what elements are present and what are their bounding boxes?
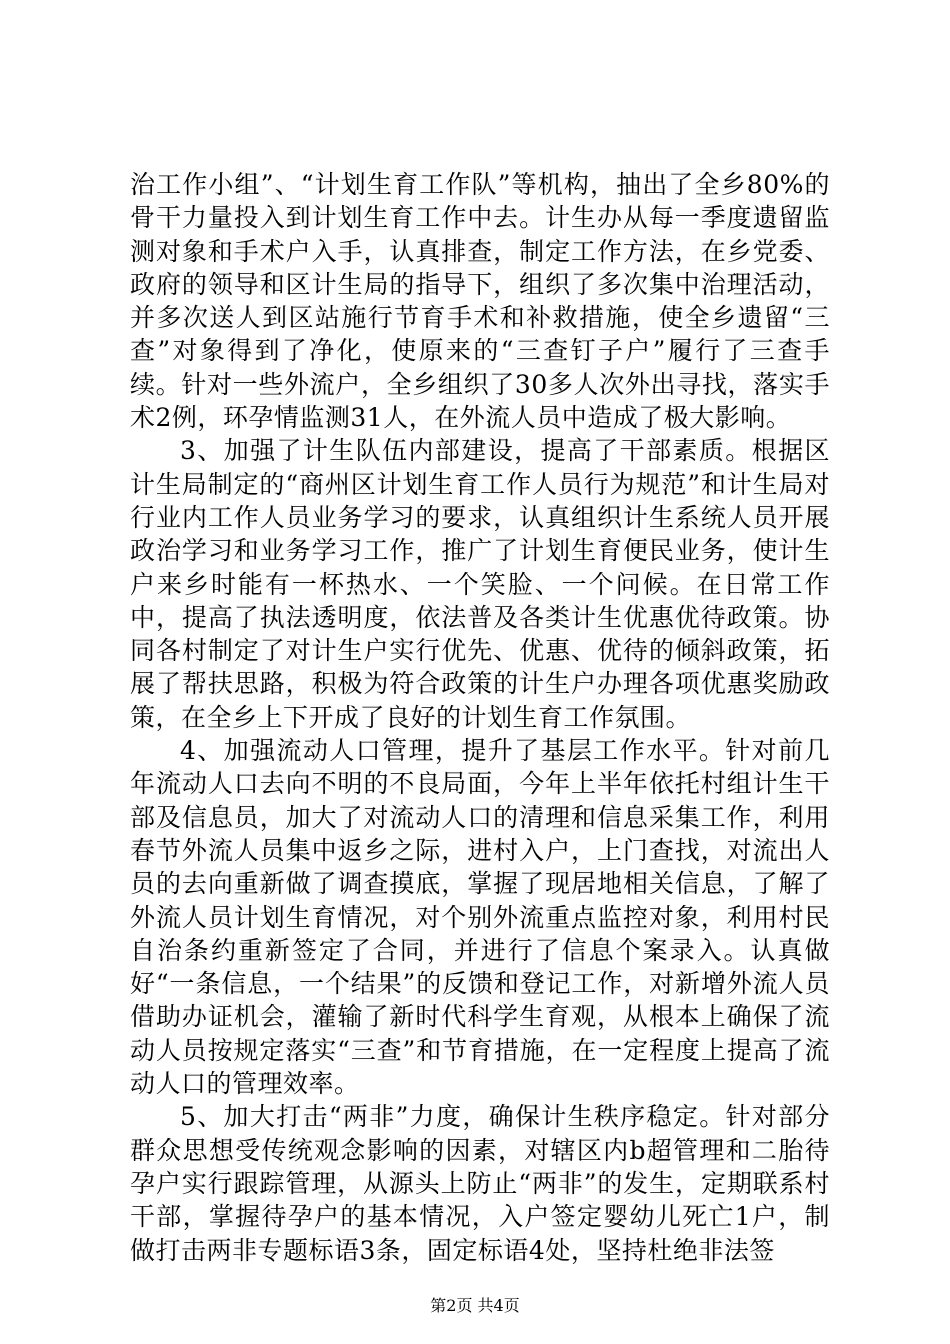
paragraph-3: 4、加强流动人口管理，提升了基层工作水平。针对前几年流动人口去向不明的不良局面，今年上半年依托村组计生干部及信息员，加大了对流动人口的清理和信息采集工作，利用春节外流人员集中返乡之际，进村入户，上门查找，对流出人员的去向重新做了调查摸底，掌握了现居地相关信息，了解了外流人员计划生育情况，对个别外流重点监控对象，利用村民自治条约重新签定了合同，并进行了信息个案录入。认真做好“一条信息，一个结果”的反馈和登记工作，对新增外流人员借助办证机会，灌输了新时代科学生育观，从根本上确保了流动人员按规定落实“三查”和节育措施，在一定程度上提高了流动人口的管理效率。 bbox=[130, 736, 830, 1099]
paragraph-2: 3、加强了计生队伍内部建设，提高了干部素质。根据区计生局制定的“商州区计划生育工作人员行为规范”和计生局对行业内工作人员业务学习的要求，认真组织计生系统人员开展政治学习和业务学习工作，推广了计划生育便民业务，使计生户来乡时能有一杯热水、一个笑脸、一个问候。在日常工作中，提高了执法透明度，依法普及各类计生优惠优待政策。协同各村制定了对计生户实行优先、优惠、优待的倾斜政策，拓展了帮扶思路，积极为符合政策的计生户办理各项优惠奖励政策，在全乡上下开成了良好的计划生育工作氛围。 bbox=[130, 436, 830, 732]
page-footer: 第2页 共4页 bbox=[430, 1296, 520, 1315]
document-body bbox=[130, 168, 830, 1267]
paragraph-4: 5、加大打击“两非”力度，确保计生秩序稳定。针对部分群众思想受传统观念影响的因素，对辖区内b超管理和二胎待孕户实行跟踪管理，从源头上防止“两非”的发生，定期联系村干部，掌握待孕户的基本情况，入户签定婴幼儿死亡1户，制做打击两非专题标语3条，固定标语4处，坚持杜绝非法签 bbox=[130, 1102, 830, 1265]
paragraph-1: 治工作小组”、“计划生育工作队”等机构，抽出了全乡80%的骨干力量投入到计划生育工作中去。计生办从每一季度遗留监测对象和手术户入手，认真排查，制定工作方法，在乡党委、政府的领导和区计生局的指导下，组织了多次集中治理活动，并多次送人到区站施行节育手术和补救措施，使全乡遗留“三查”对象得到了净化，使原来的“三查钉子户”履行了三查手续。针对一些外流户，全乡组织了30多人次外出寻找，落实手术2例，环孕情监测31人，在外流人员中造成了极大影响。 bbox=[130, 170, 830, 433]
